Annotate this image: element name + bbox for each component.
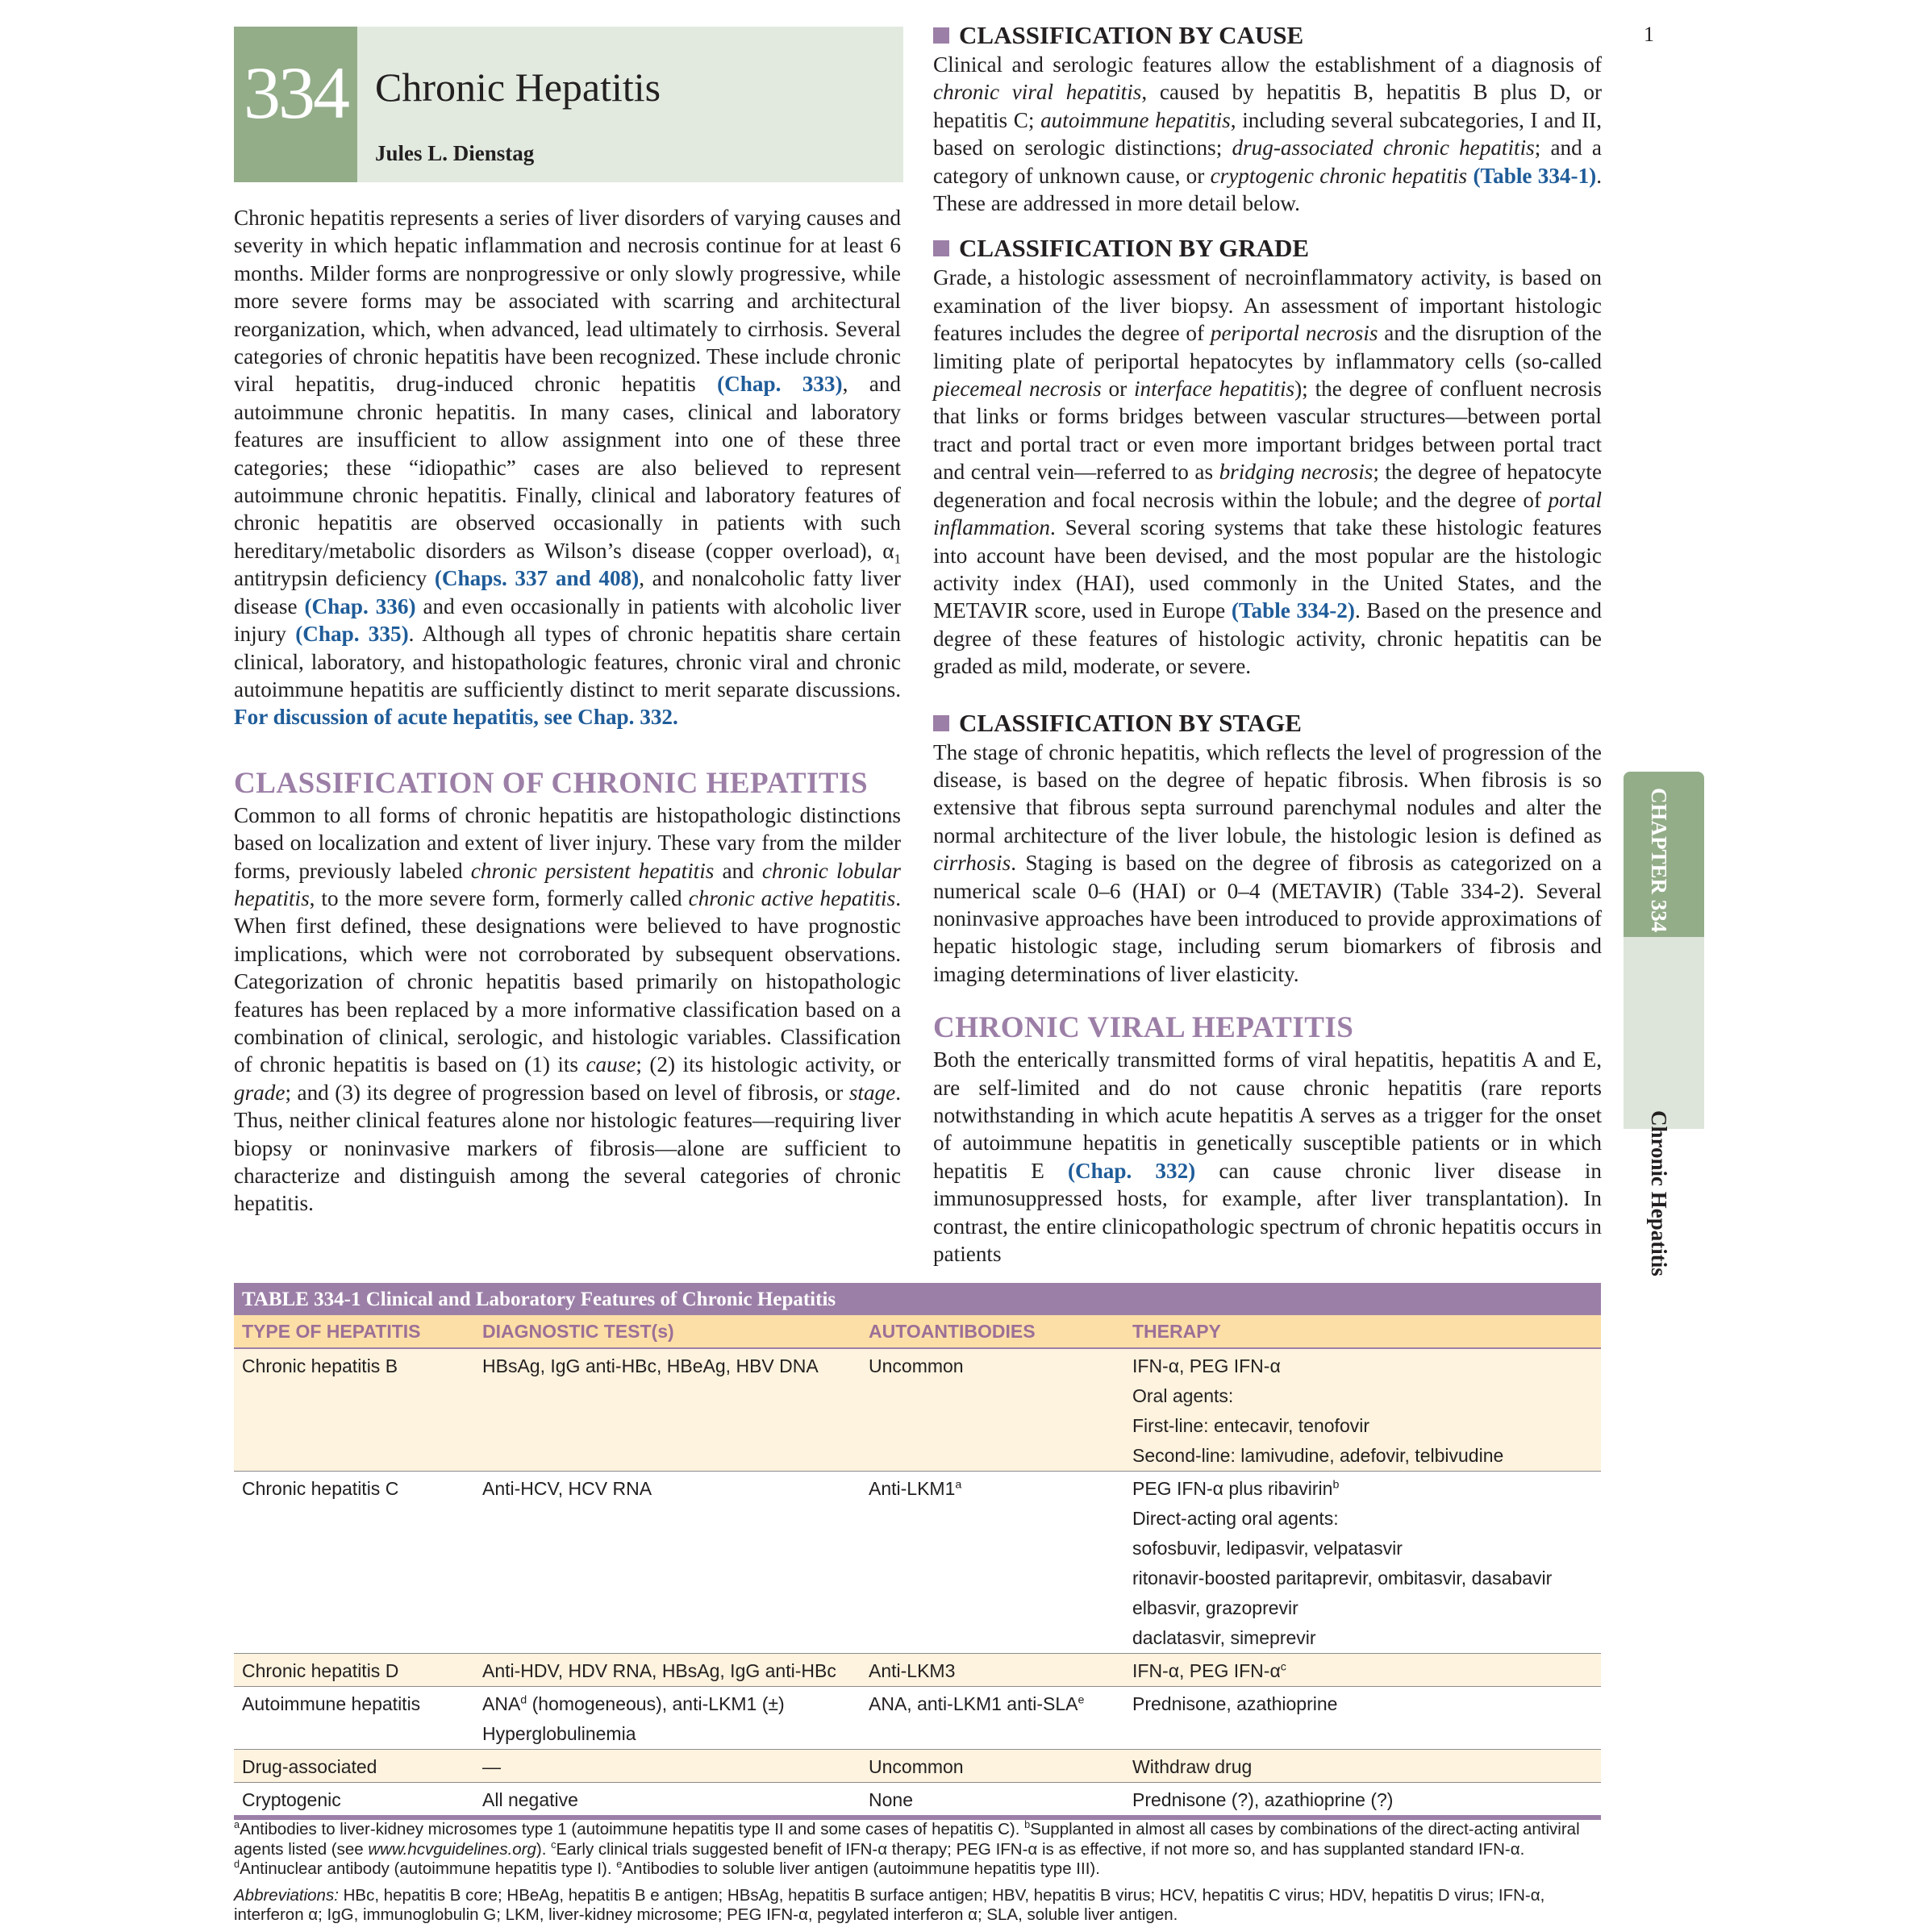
table-link[interactable]: (Table 334-2) <box>1231 598 1355 623</box>
column-header: THERAPY <box>1124 1315 1601 1348</box>
text-run: . Based on the presence and degree of these features of histologic activity, chronic hepatitis can be graded as mild, moderate, or severe. <box>933 598 1602 679</box>
therapy-line: sofosbuvir, ledipasvir, velpatasvir <box>1132 1538 1403 1559</box>
footnote-marker: a <box>955 1478 962 1492</box>
therapy-line <box>1132 1474 1593 1504</box>
chapter-link[interactable]: (Chap. 332) <box>1067 1158 1196 1183</box>
text-run: ; (2) its histologic activity, or <box>636 1052 901 1077</box>
italic-term: periportal necrosis <box>1210 321 1378 346</box>
side-tab-light <box>1624 937 1704 1276</box>
chapter-link[interactable]: (Chaps. 337 and 408) <box>434 566 640 591</box>
text-run: , to the more severe form, formerly called <box>309 885 689 910</box>
table-cell <box>861 1472 1124 1654</box>
table-cell: Uncommon <box>861 1750 1124 1783</box>
cause-heading <box>933 20 1602 51</box>
footnote-text: Antinuclear antibody (autoimmune hepatitis type I). <box>240 1859 617 1878</box>
italic-term: drug-associated chronic hepatitis <box>1232 135 1535 160</box>
footnote-paragraph <box>234 1820 1601 1880</box>
intro-paragraph <box>234 204 901 731</box>
therapy-line: daclatasvir, simeprevir <box>1132 1627 1316 1648</box>
footnote-marker: c <box>1280 1660 1286 1674</box>
table-title: TABLE 334-1 Clinical and Laboratory Features of Chronic Hepatitis <box>234 1283 1601 1315</box>
chapter-link[interactable]: (Chap. 336) <box>304 593 416 618</box>
table-footnotes <box>234 1820 1601 1932</box>
text-run: Common to all forms of chronic hepatitis are histopathologic distinctions based on localization and extent of liver injury. These vary from the milder forms, previously labeled <box>234 802 901 883</box>
footnote-marker: c <box>551 1838 556 1851</box>
footnote-marker: b <box>1332 1478 1340 1492</box>
footnote-marker: e <box>1078 1693 1085 1707</box>
column-header: AUTOANTIBODIES <box>861 1315 1124 1348</box>
text-run: , and autoimmune chronic hepatitis. In many cases, clinical and laboratory features are insufficient to allow assignment into one of these three categories; these “idiopathic” cases are also believed to represent autoimmune chronic hepatitis. Finally, clinical and laboratory features of chronic hepatitis are observed occasionally in patients with such hereditary/metabolic disorders as Wilson’s disease (copper overload), α <box>234 372 901 563</box>
italic-term: portal inflammation <box>933 487 1602 540</box>
therapy-line: Direct-acting oral agents: <box>1132 1508 1339 1529</box>
text-run: The stage of chronic hepatitis, which reflects the level of progression of the disease, is based on the degree of hepatic fibrosis. When fibrosis is so extensive that fibrous septa surround parenchymal nodules and alter the normal architecture of the liver lobule, the histologic lesion is defined as <box>933 739 1602 847</box>
features-table <box>234 1315 1601 1820</box>
table-cell: Prednisone (?), azathioprine (?) <box>1124 1783 1601 1818</box>
abbreviations-label: Abbreviations: <box>234 1885 339 1905</box>
table-cell: Prednisone, azathioprine <box>1124 1687 1601 1750</box>
table-cell: None <box>861 1783 1124 1818</box>
table-row <box>234 1654 1601 1687</box>
text-run: , and nonalcoholic fatty liver disease <box>234 566 901 618</box>
text-run: Clinical and serologic features allow the establishment of a diagnosis of <box>933 52 1602 77</box>
footnote-marker: e <box>616 1858 623 1871</box>
abbreviations-paragraph <box>234 1886 1601 1926</box>
stage-heading <box>933 708 1602 739</box>
cell-text: ANA <box>482 1693 521 1714</box>
text-run: and even occasionally in patients with alcoholic liver injury <box>234 593 901 647</box>
table-row <box>234 1687 1601 1750</box>
therapy-line: elbasvir, grazoprevir <box>1132 1597 1298 1618</box>
text-run: can cause chronic liver disease in immunosuppressed hosts, for example, after liver transplantation). In contrast, the entire clinicopathologic spectrum of chronic hepatitis occurs in patients <box>933 1158 1602 1267</box>
text-run: and <box>714 858 762 883</box>
italic-term: cryptogenic chronic hepatitis <box>1210 163 1468 188</box>
therapy-line: IFN-α, PEG IFN-α <box>1132 1355 1281 1376</box>
therapy-line: ritonavir-boosted paritaprevir, ombitasvir, dasabavir <box>1132 1568 1553 1588</box>
italic-term: cirrhosis <box>933 851 1011 876</box>
classification-paragraph <box>234 802 901 1218</box>
table-link[interactable]: (Table 334-1) <box>1473 163 1597 188</box>
bullet-square-icon <box>933 27 949 44</box>
italic-term: chronic lobular hepatitis <box>234 858 902 910</box>
heading-text: CLASSIFICATION BY GRADE <box>959 234 1310 263</box>
italic-term: chronic viral hepatitis <box>933 80 1142 105</box>
column-header: DIAGNOSTIC TEST(s) <box>474 1315 861 1348</box>
cell-text: (homogeneous), anti-LKM1 (±) <box>527 1693 785 1714</box>
table-cell: Chronic hepatitis B <box>234 1348 474 1472</box>
italic-term: piecemeal necrosis <box>933 377 1102 402</box>
viral-paragraph <box>933 1046 1602 1268</box>
table-cell: Anti-LKM3 <box>861 1654 1124 1687</box>
italic-term: grade <box>234 1080 286 1105</box>
table-cell <box>861 1687 1124 1750</box>
text-run: . When first defined, these designations were believed to have prognostic implications, which were not corroborated by subsequent observations. Categorization of chronic hepatitis based primarily on histopathologic features has been replaced by a more informative classification based on a combination of clinical, serologic, and histologic variables. Classification of chronic hepatitis is based on (1) its <box>234 885 901 1077</box>
text-run: . Although all types of chronic hepatitis share certain clinical, laboratory, and histopathologic features, chronic viral and chronic autoimmune hepatitis are sufficiently distinct to merit separate discussions. <box>234 622 901 702</box>
footnote-text: Early clinical trials suggested benefit of IFN-α therapy; PEG IFN-α is as effective, if not more so, and has supplanted standard IFN-α. <box>556 1839 1525 1859</box>
text-run: ); the degree of confluent necrosis that links or forms bridges between vascular structures—between portal tract and portal tract or even more important bridges between portal tract and central vein—referred to as <box>933 377 1603 485</box>
text-run: . Several scoring systems that take these histologic features into account have been devised, and the most popular are the histologic activity index (HAI), used commonly in the United States, and the METAVIR score, used in Europe <box>933 515 1602 623</box>
table-cell: Uncommon <box>861 1348 1124 1472</box>
therapy-line: Second-line: lamivudine, adefovir, telbivudine <box>1132 1445 1504 1466</box>
italic-term: chronic persistent hepatitis <box>470 858 715 883</box>
footnote-marker: a <box>234 1818 240 1831</box>
test-line <box>482 1689 852 1719</box>
text-run: ; and a category of unknown cause, or <box>933 135 1602 188</box>
text-run: . Thus, neither clinical features alone nor histologic features—requiring liver biopsy or noninvasive markers of fibrosis—alone are sufficient to characterize and distinguish among the several categories of chronic hepatitis. <box>234 1080 901 1216</box>
chapter-link[interactable]: (Chap. 335) <box>295 622 409 647</box>
chapter-author: Jules L. Dienstag <box>375 141 535 165</box>
table-cell: Autoimmune hepatitis <box>234 1687 474 1750</box>
therapy-line: First-line: entecavir, tenofovir <box>1132 1415 1370 1436</box>
footnote-text: ). <box>536 1839 552 1859</box>
table-row <box>234 1348 1601 1472</box>
table-cell <box>474 1687 861 1750</box>
cause-paragraph <box>933 51 1602 217</box>
text-run: , including several subcategories, I and II, based on serologic distinctions; <box>933 107 1602 160</box>
text-run: Both the enterically transmitted forms of viral hepatitis, hepatitis A and E, are self-limited and do not cause chronic hepatitis (rare reports notwithstanding in which acute hepatitis A serves as a trigger for the onset of autoimmune hepatitis in genetically susceptible patients or in which hepatitis E <box>933 1047 1602 1183</box>
therapy-line: Oral agents: <box>1132 1385 1234 1406</box>
side-tab-title: Chronic Hepatitis <box>1647 1110 1671 1276</box>
chapter-header <box>234 27 903 182</box>
page-number: 1 <box>1644 23 1654 46</box>
table-cell: All negative <box>474 1783 861 1818</box>
chapter-side-tab <box>1624 772 1704 1276</box>
table-cell: Drug-associated <box>234 1750 474 1783</box>
italic-term: cause <box>586 1052 636 1077</box>
text-run: Chronic hepatitis represents a series of liver disorders of varying causes and severity in which hepatic inflammation and necrosis continue for at least 6 months. Milder forms are nonprogressive or only slowly progressive, while more severe forms may be associated with scarring and architectural reorganization, which, when advanced, lead ultimately to cirrhosis. Several categories of chronic hepatitis have been recognized. These include chronic viral hepatitis, drug-induced chronic hepatitis <box>234 206 901 397</box>
table-row <box>234 1783 1601 1818</box>
chapter-link[interactable]: (Chap. 333) <box>717 372 843 397</box>
italic-term: stage <box>848 1080 896 1105</box>
classification-heading: CLASSIFICATION OF CHRONIC HEPATITIS <box>234 766 869 800</box>
chapter-number-box <box>234 27 357 182</box>
left-column <box>234 204 901 1218</box>
footnote-text: Antibodies to liver-kidney microsomes type 1 (autoimmune hepatitis type II and some cases of hepatitis C). <box>240 1820 1025 1838</box>
cell-text: ANA, anti-LKM1 anti-SLA <box>869 1693 1078 1714</box>
table-cell: Chronic hepatitis D <box>234 1654 474 1687</box>
table-cell: HBsAg, IgG anti-HBc, HBeAg, HBV DNA <box>474 1348 861 1472</box>
grade-paragraph <box>933 264 1602 680</box>
table-header-row <box>234 1315 1601 1348</box>
heading-text: CLASSIFICATION BY CAUSE <box>959 21 1304 49</box>
bullet-square-icon <box>933 715 949 731</box>
viral-heading: CHRONIC VIRAL HEPATITIS <box>933 1011 1354 1045</box>
table-334-1 <box>234 1283 1601 1820</box>
text-run: ; and (3) its degree of progression based on level of fibrosis, or <box>285 1080 849 1105</box>
cell-text: Anti-LKM1 <box>869 1478 956 1499</box>
side-tab-chapter-label: CHAPTER 334 <box>1647 788 1671 933</box>
text-run: Grade, a histologic assessment of necroinflammatory activity, is based on examination of the liver biopsy. An assessment of important histologic features includes the degree of <box>933 265 1602 346</box>
table-cell <box>1124 1472 1601 1654</box>
table-row <box>234 1750 1601 1783</box>
bullet-square-icon <box>933 240 949 256</box>
chapter-title: Chronic Hepatitis <box>375 65 661 110</box>
table-cell: Chronic hepatitis C <box>234 1472 474 1654</box>
table-cell: Withdraw drug <box>1124 1750 1601 1783</box>
table-cell <box>1124 1348 1601 1472</box>
column-header: TYPE OF HEPATITIS <box>234 1315 474 1348</box>
side-tab-green <box>1624 772 1704 937</box>
right-column <box>933 20 1602 1268</box>
italic-term: autoimmune hepatitis <box>1040 107 1231 132</box>
chapter-number: 334 <box>244 52 348 134</box>
text-run: and the disruption of the limiting plate of periportal hepatocytes by inflammatory cells (so-called <box>933 321 1602 373</box>
footnote-marker: b <box>1024 1818 1031 1831</box>
text-run: . These are addressed in more detail below. <box>933 163 1603 216</box>
footnote-text: Supplanted in almost all cases by combinations of the direct-acting antiviral agents listed (see <box>234 1820 1580 1859</box>
test-line: Hyperglobulinemia <box>482 1723 636 1744</box>
italic-term: chronic active hepatitis <box>688 885 896 910</box>
acute-hepatitis-link[interactable]: For discussion of acute hepatitis, see Chap. 332. <box>234 705 678 730</box>
italic-term: interface hepatitis <box>1134 377 1295 402</box>
grade-heading <box>933 233 1602 264</box>
subscript: 1 <box>894 551 901 567</box>
italic-term: bridging necrosis <box>1219 460 1374 485</box>
guidelines-link[interactable]: www.hcvguidelines.org <box>368 1839 536 1859</box>
table-cell: Anti-HCV, HCV RNA <box>474 1472 861 1654</box>
text-run: antitrypsin deficiency <box>234 566 435 591</box>
heading-text: CLASSIFICATION BY STAGE <box>959 708 1302 737</box>
table-cell: Anti-HDV, HDV RNA, HBsAg, IgG anti-HBc <box>474 1654 861 1687</box>
table-cell: Cryptogenic <box>234 1783 474 1818</box>
table-row <box>234 1472 1601 1654</box>
text-run: or <box>1101 377 1134 402</box>
text-run: . Staging is based on the degree of fibrosis as categorized on a numerical scale 0–6 (HAI) or 0–4 (METAVIR) (Table 334-2). Several noninvasive approaches have been introduced to provide approximations of hepatic histologic stage, including serum biomarkers of fibrosis and imaging determinations of liver elasticity. <box>933 851 1602 986</box>
text-run: , caused by hepatitis B, hepatitis B plus D, or hepatitis C; <box>933 80 1603 132</box>
stage-paragraph <box>933 739 1602 989</box>
table-cell: — <box>474 1750 861 1783</box>
footnote-text: Antibodies to soluble liver antigen (autoimmune hepatitis type III). <box>622 1859 1100 1878</box>
footnote-marker: d <box>520 1693 527 1707</box>
text-run: ; the degree of hepatocyte degeneration and focal necrosis within the lobule; and the degree of <box>933 460 1603 512</box>
abbreviations-text: HBc, hepatitis B core; HBeAg, hepatitis B e antigen; HBsAg, hepatitis B surface antigen; HBV, hepatitis B virus; HCV, hepatitis C virus; HDV, hepatitis D virus; IFN-α, interferon α; IgG, immunoglobulin G; LKM, liver-kidney microsome; PEG IFN-α, pegylated interferon α; SLA, soluble liver antigen. <box>234 1885 1545 1924</box>
cell-text: IFN-α, PEG IFN-α <box>1132 1660 1281 1681</box>
footnote-marker: d <box>234 1858 240 1871</box>
cell-text: PEG IFN-α plus ribavirin <box>1132 1478 1333 1499</box>
table-cell <box>1124 1654 1601 1687</box>
